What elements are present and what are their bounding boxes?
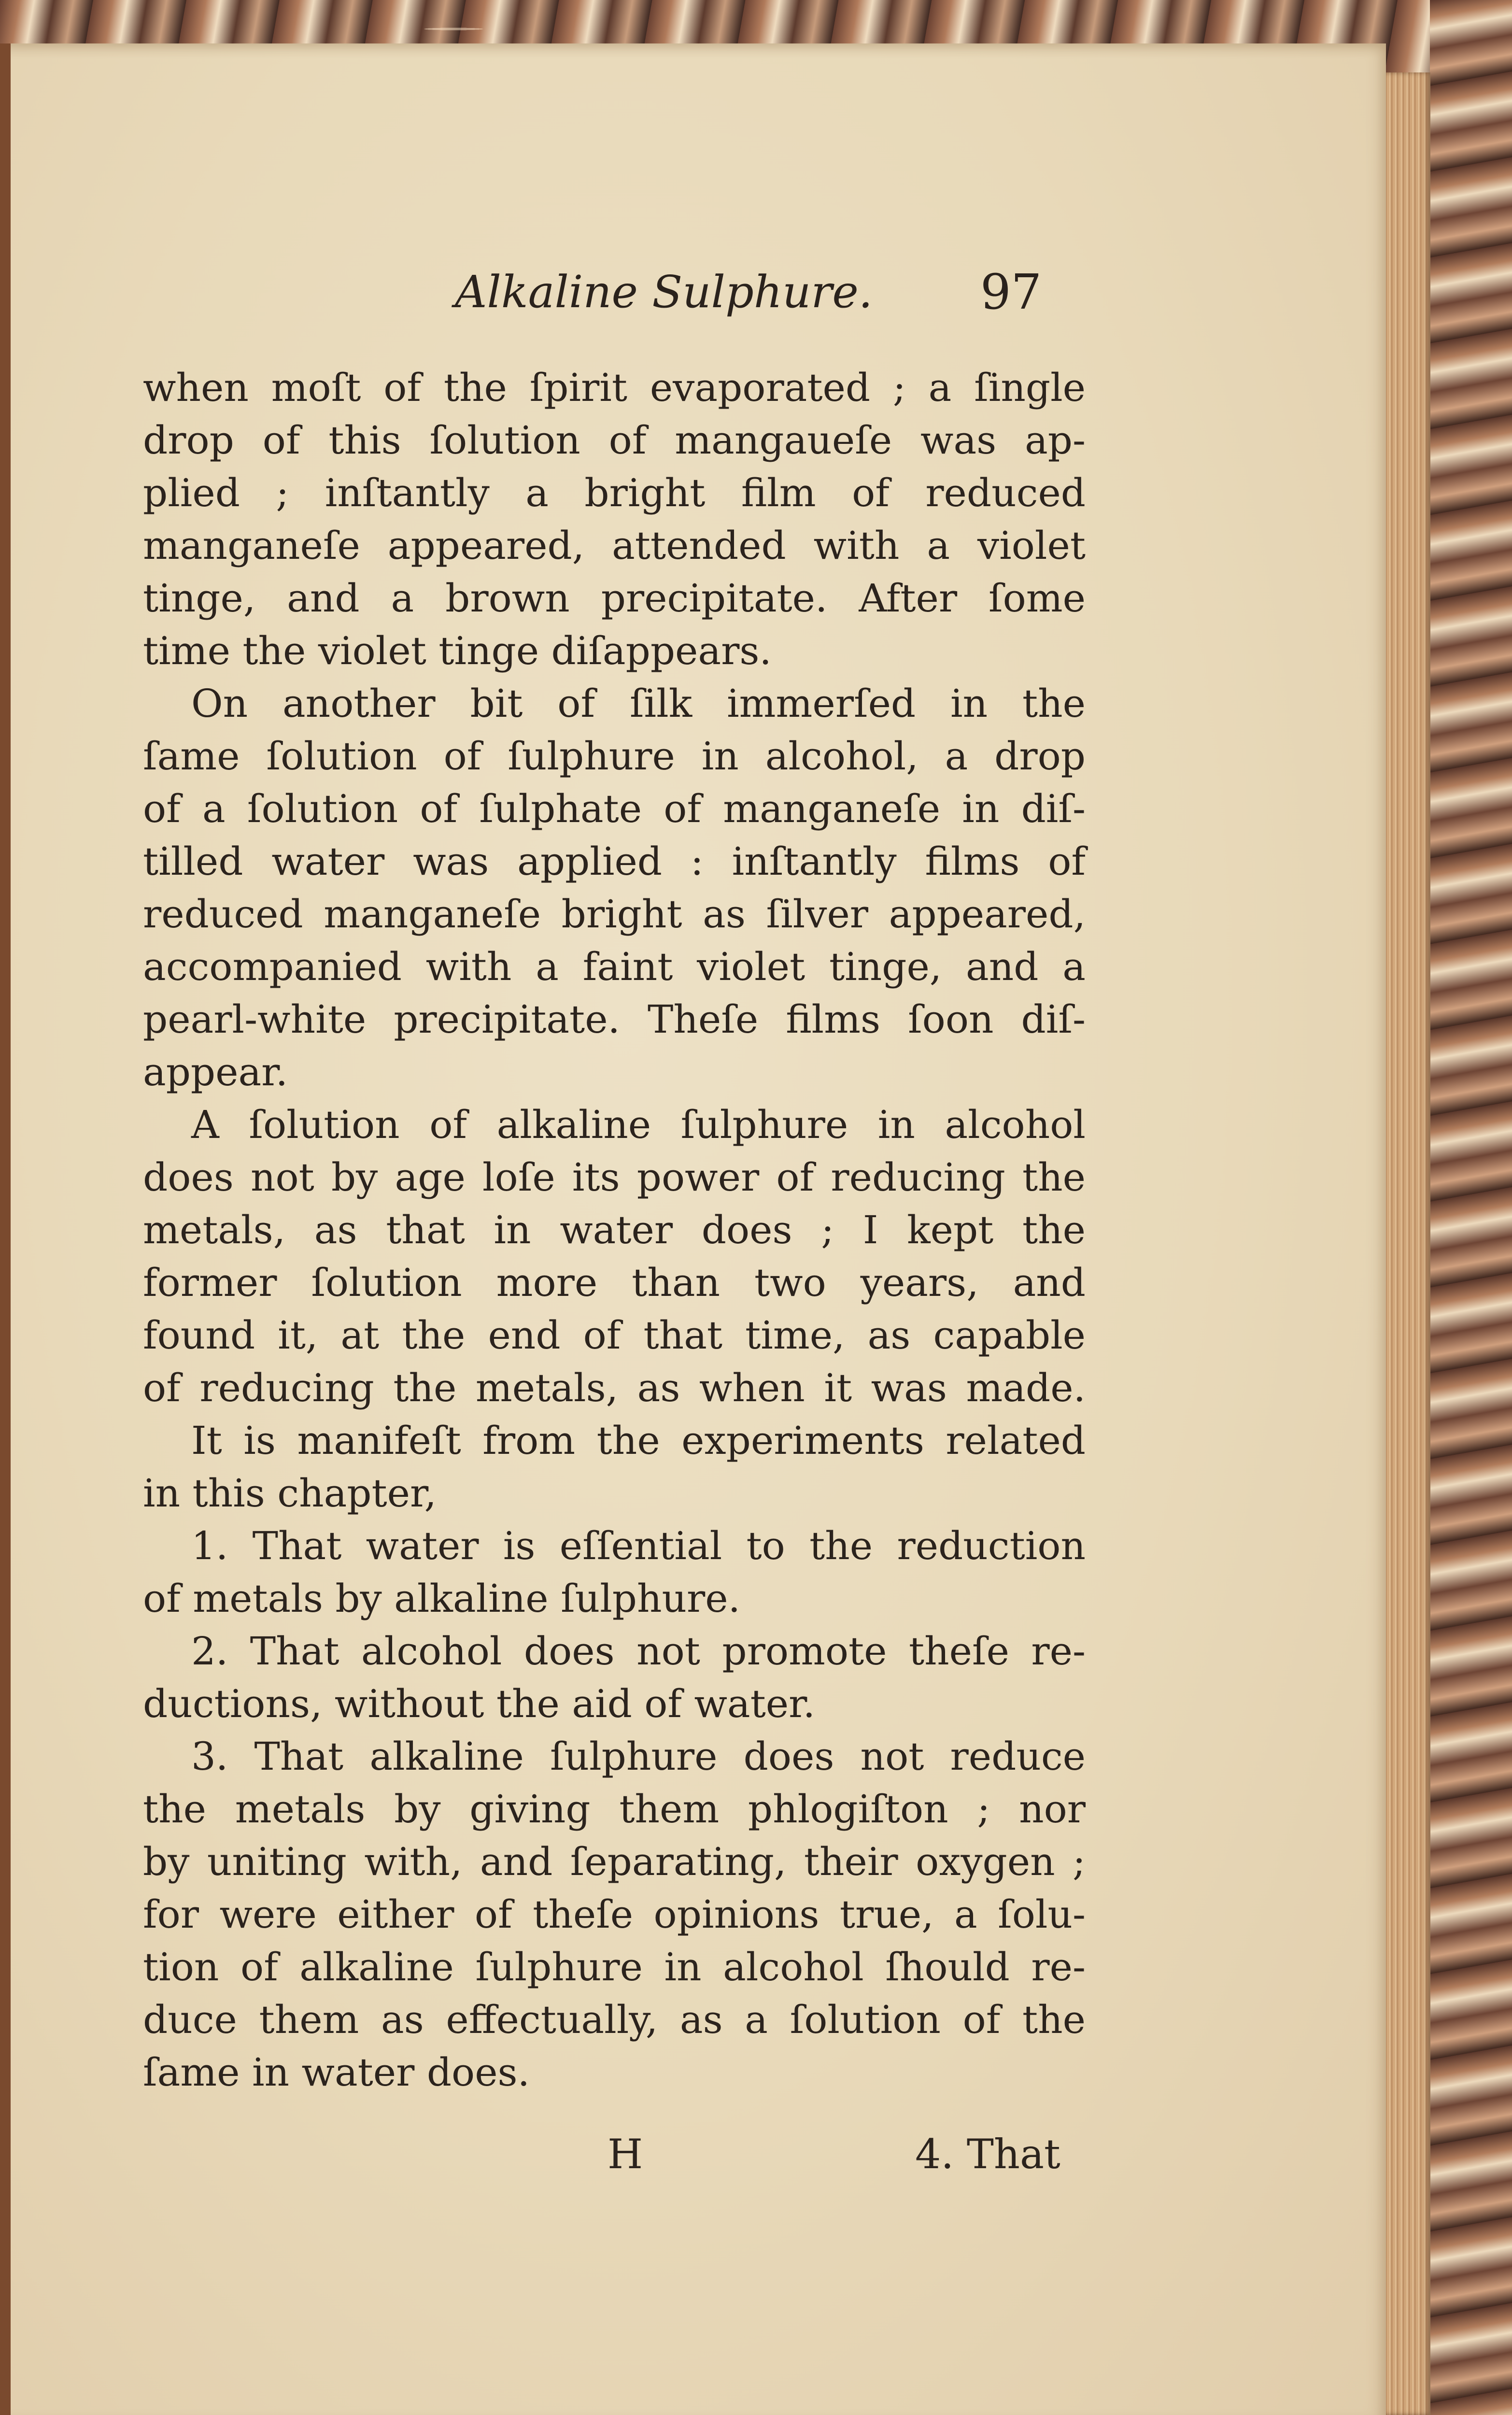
text-line: 2. That alcohol does not promote theſe re- [191, 1629, 1086, 1674]
text-line: drop of this ſolution of mangaueſe was ap- [143, 418, 1086, 463]
text-line: tion of alkaline ſulphure in alcohol ſhould re- [143, 1945, 1086, 1989]
page-block-edge [1382, 72, 1430, 2415]
text-line: pearl-white precipitate. Theſe films ſoon diſ- [143, 997, 1086, 1042]
text-line: tinge, and a brown precipitate. After ſome [143, 576, 1086, 621]
text-line: accompanied with a faint violet tinge, and a [143, 944, 1086, 989]
binding-strip [0, 43, 11, 2415]
text-line: duce them as effectually, as a ſolution of the [143, 1997, 1086, 2042]
page-number: 97 [980, 264, 1042, 320]
text-line: by uniting with, and ſeparating, their oxygen ; [143, 1839, 1086, 1884]
text-line: of a ſolution of ſulphate of manganeſe in diſ- [143, 786, 1086, 831]
text-line: appear. [143, 1050, 288, 1094]
text-line: does not by age loſe its power of reducing the [143, 1155, 1086, 1200]
marbled-right-edge [1430, 0, 1512, 2415]
page-header [0, 261, 1386, 324]
body-text [143, 361, 1086, 2099]
text-line: reduced manganeſe bright as ſilver appeared, [143, 892, 1086, 937]
page-footer [0, 2125, 1386, 2183]
text-line: manganeſe appeared, attended with a violet [143, 523, 1086, 568]
text-line: metals, as that in water does ; I kept the [143, 1208, 1086, 1252]
text-line: in this chapter, [143, 1471, 437, 1516]
catchword: 4. That [915, 2131, 1060, 2178]
text-line: plied ; inſtantly a bright film of reduced [143, 470, 1086, 515]
text-line: of metals by alkaline ſulphure. [143, 1576, 741, 1621]
running-head: Alkaline Sulphure. [455, 266, 873, 318]
text-line: of reducing the metals, as when it was made. [143, 1365, 1086, 1410]
text-line: found it, at the end of that time, as capable [143, 1313, 1086, 1358]
text-line: 1. That water is eſſential to the reduction [191, 1523, 1086, 1568]
text-line: when moſt of the ſpirit evaporated ; a ſingle [143, 365, 1086, 410]
text-line: the metals by giving them phlogiſton ; nor [143, 1787, 1086, 1832]
text-line: ſame ſolution of ſulphure in alcohol, a drop [143, 734, 1086, 779]
text-line: On another bit of ſilk immerſed in the [191, 681, 1086, 726]
text-line: 3. That alkaline ſulphure does not reduce [191, 1734, 1086, 1779]
text-line: time the violet tinge diſappears. [143, 628, 772, 673]
text-line: A ſolution of alkaline ſulphure in alcohol [191, 1102, 1086, 1147]
text-line: ductions, without the aid of water. [143, 1681, 815, 1726]
text-line: tilled water was applied : inſtantly films of [143, 839, 1086, 884]
signature-mark: H [608, 2131, 643, 2178]
text-line: former ſolution more than two years, and [143, 1260, 1086, 1305]
text-line: for were either of theſe opinions true, a ſolu- [143, 1892, 1086, 1937]
text-line: ſame in water does. [143, 2050, 530, 2095]
text-line: It is manifeſt from the experiments related [191, 1418, 1086, 1463]
